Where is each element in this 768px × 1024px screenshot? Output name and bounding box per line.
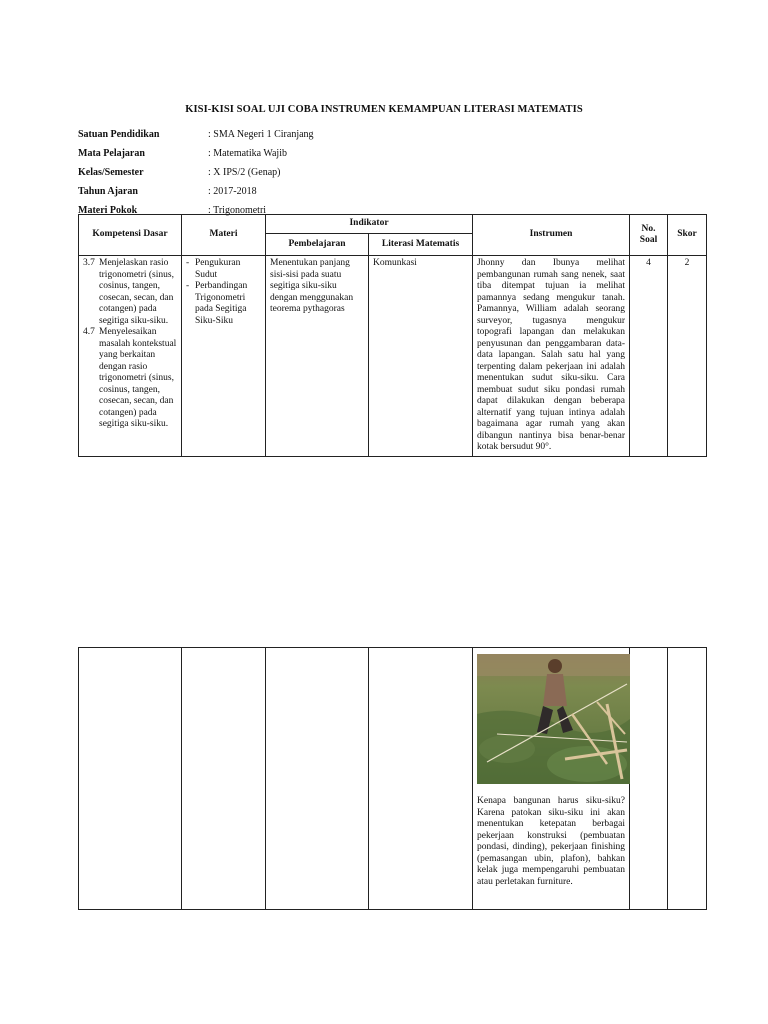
meta-key: Kelas/Semester	[78, 166, 144, 178]
cell-pembelajaran: Menentukan panjang sisi-sisi pada suatu segitiga siku-siku dengan menggunakan teorema pythagoras	[266, 256, 369, 457]
cont-cell-no-soal	[630, 648, 668, 910]
kd-item	[83, 327, 177, 431]
kd-number: 3.7	[83, 258, 95, 268]
header-literasi: Literasi Matematis	[369, 234, 473, 256]
cont-cell-materi	[182, 648, 266, 910]
header-indikator: Indikator	[266, 215, 473, 234]
cell-no-soal: 4	[630, 256, 668, 457]
surveyor-photo	[477, 654, 630, 784]
materi-item	[186, 258, 261, 281]
cont-cell-literasi	[369, 648, 473, 910]
kd-text: Menyelesaikan masalah kontekstual yang berkaitan dengan rasio trigonometri (sinus, cosinus, tangen, cosecan, secan, dan cotangen) pada segitiga siku-siku.	[99, 327, 177, 429]
meta-value: : 2017-2018	[208, 185, 257, 197]
surveyor-photo-image	[477, 654, 630, 784]
kd-text: Menjelaskan rasio trigonometri (sinus, cosinus, tangen, cosecan, secan, dan cotangen) pada segitiga siku-siku.	[99, 258, 174, 326]
cont-cell-skor	[668, 648, 707, 910]
meta-value: : SMA Negeri 1 Ciranjang	[208, 128, 314, 140]
meta-row-satuan	[78, 125, 698, 144]
header-skor: Skor	[668, 215, 707, 256]
cell-kompetensi-dasar	[79, 256, 182, 457]
meta-key: Mata Pelajaran	[78, 147, 145, 159]
cont-cell-kompetensi	[79, 648, 182, 910]
cont-cell-pembelajaran	[266, 648, 369, 910]
meta-key: Satuan Pendidikan	[78, 128, 160, 140]
cell-skor: 2	[668, 256, 707, 457]
meta-value: : Trigonometri	[208, 204, 267, 216]
header-pembelajaran: Pembelajaran	[266, 234, 369, 256]
meta-info	[78, 125, 698, 220]
header-materi: Materi	[182, 215, 266, 256]
continuation-table	[78, 647, 707, 910]
kd-item	[83, 258, 177, 327]
meta-row-kelas	[78, 163, 698, 182]
header-no-soal: No. Soal	[630, 215, 668, 256]
meta-row-tahun	[78, 182, 698, 201]
photo-caption: Kenapa bangunan harus siku-siku? Karena patokan siku-siku ini akan menentukan ketepatan berbagai pekerjaan konstruksi (pembuatan pondasi, dinding), pekerjaan finishing (pemasangan ubin, plafon), bahkan kelak juga mempengaruhi pembuatan atau perletakan furniture.	[477, 796, 625, 887]
document-title: KISI-KISI SOAL UJI COBA INSTRUMEN KEMAMPUAN LITERASI MATEMATIS	[185, 104, 583, 115]
header-instrumen: Instrumen	[473, 215, 630, 256]
materi-text: Pengukuran Sudut	[195, 258, 241, 280]
header-kompetensi-dasar: Kompetensi Dasar	[79, 215, 182, 256]
meta-value: : Matematika Wajib	[208, 147, 287, 159]
dash-bullet: -	[186, 281, 190, 291]
materi-item	[186, 281, 261, 327]
kisi-kisi-table	[78, 214, 707, 457]
kd-number: 4.7	[83, 327, 95, 337]
meta-key: Tahun Ajaran	[78, 185, 138, 197]
cell-literasi: Komunkasi	[369, 256, 473, 457]
cont-cell-instrumen	[473, 648, 630, 910]
cell-instrumen: Jhonny dan Ibunya melihat pembangunan rumah sang nenek, saat tiba ditempat tujuan ia melihat pamannya sedang mengukur tanah. Pamannya, William adalah seorang surveyor, tugasnya mengukur topografi lapangan dan melakukan penyusunan dan penggambaran data-data lapangan. Salah satu hal yang terpenting dalam pekerjaan ini adalah menentukan sudut siku-siku. Cara membuat sudut siku pondasi rumah dapat dilakukan dengan beberapa alternatif yang tujuan intinya adalah bagaimana agar rumah yang akan dibangun nantinya bisa benar-benar kotak bersudut 90°.	[473, 256, 630, 457]
dash-bullet: -	[186, 258, 190, 268]
meta-row-mapel	[78, 144, 698, 163]
materi-text: Perbandingan Trigonometri pada Segitiga Siku-Siku	[195, 281, 248, 326]
meta-value: : X IPS/2 (Genap)	[208, 166, 281, 178]
cell-materi	[182, 256, 266, 457]
meta-key: Materi Pokok	[78, 204, 138, 216]
